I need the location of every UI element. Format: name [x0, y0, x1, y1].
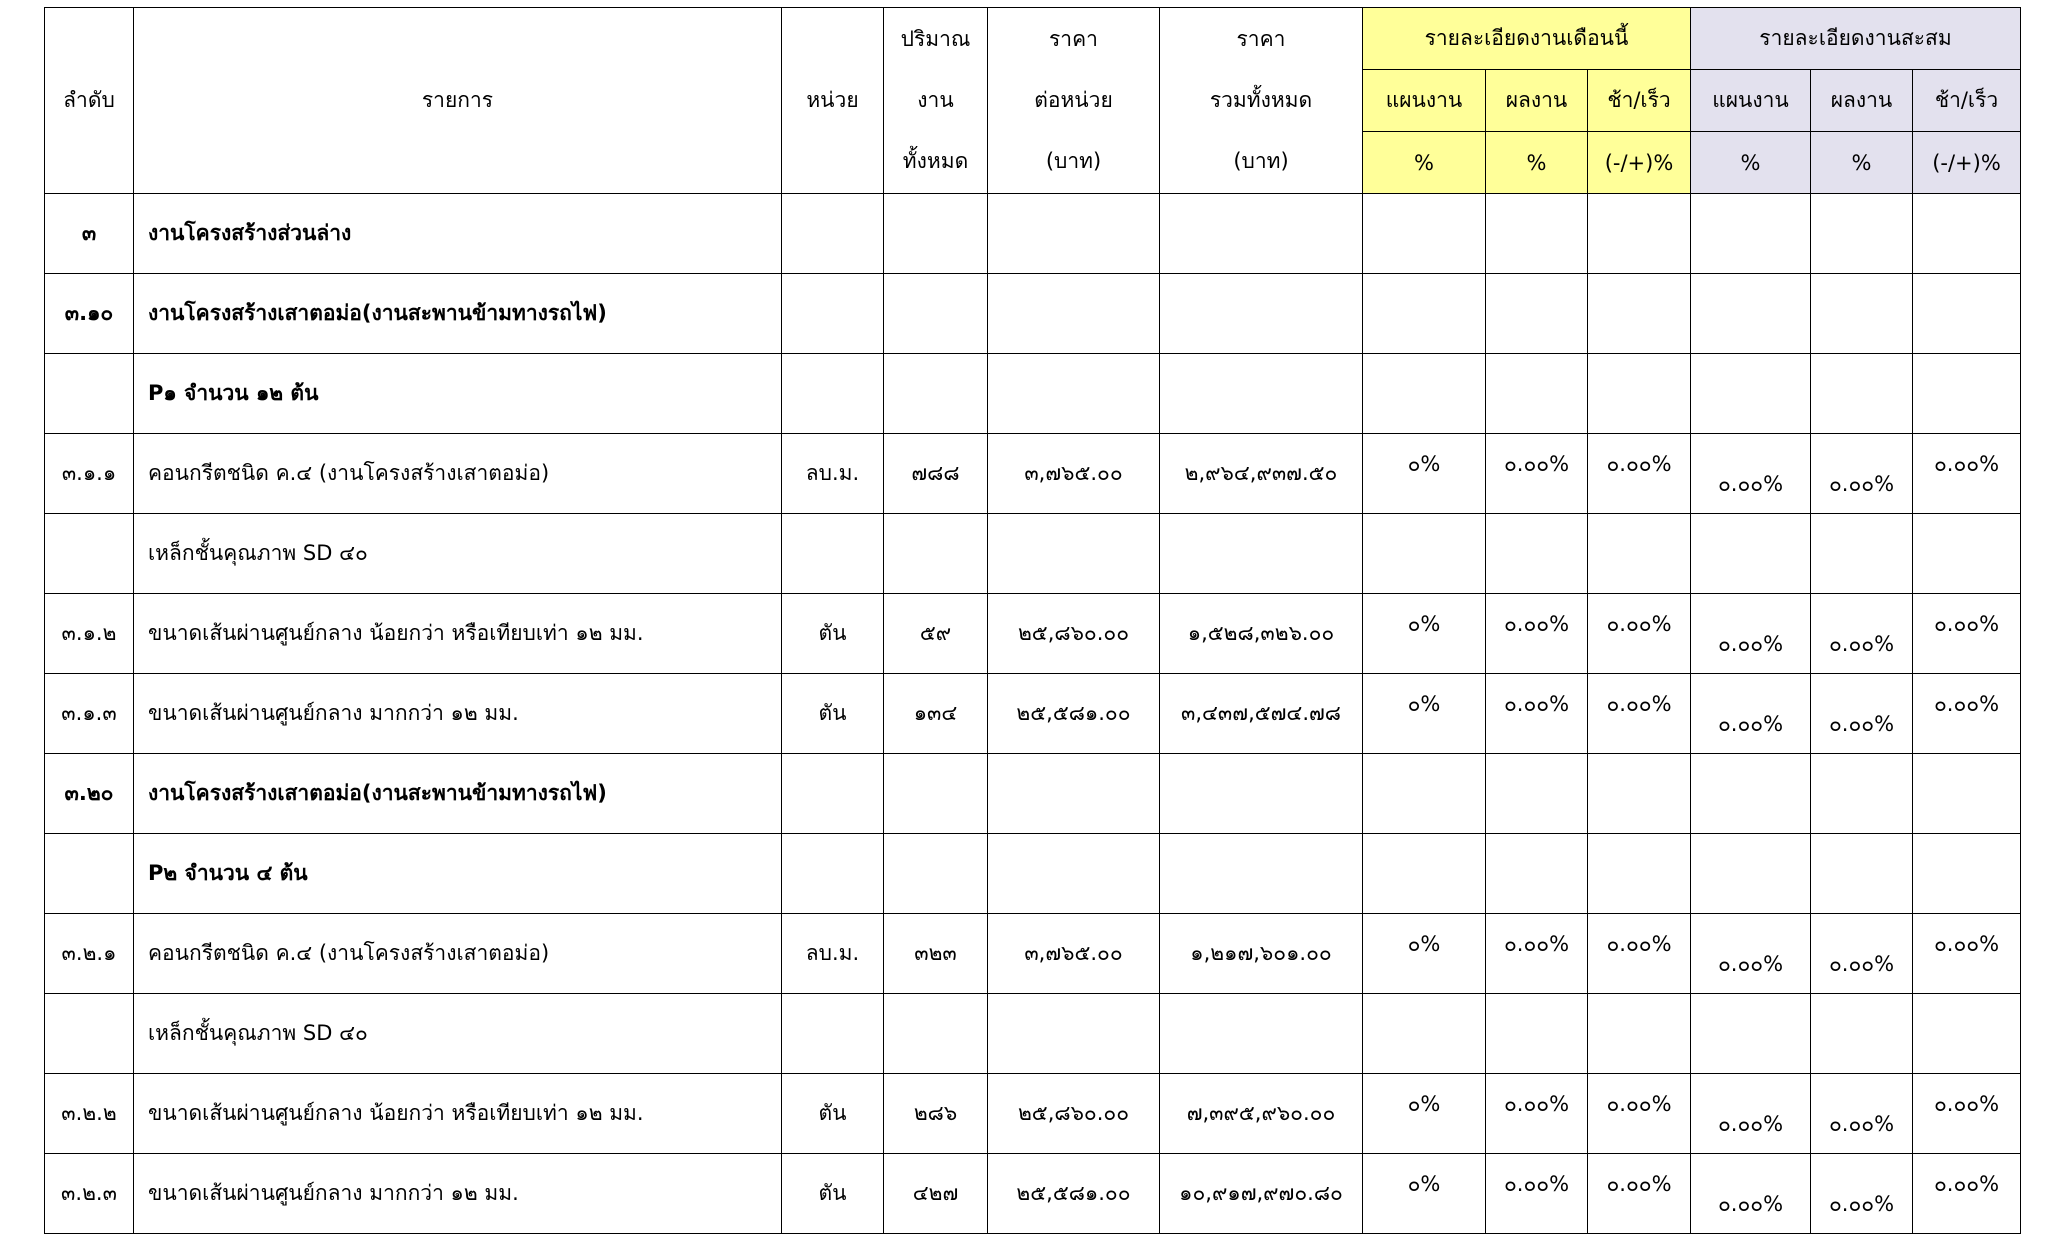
table-row	[45, 1154, 2021, 1234]
row-cum-result: ๐.๐๐%	[1811, 1154, 1913, 1234]
table-row	[45, 674, 2021, 754]
row-month-result	[1486, 274, 1588, 354]
header-quantity: ปริมาณ งาน ทั้งหมด	[884, 8, 988, 194]
row-unit	[782, 834, 884, 914]
progress-table	[44, 7, 2021, 1234]
row-month-result: ๐.๐๐%	[1486, 674, 1588, 754]
table-row	[45, 914, 2021, 994]
row-item: P๒ จำนวน ๔ ต้น	[134, 834, 782, 914]
row-cum-plan	[1691, 994, 1811, 1074]
row-cum-diff: ๐.๐๐%	[1913, 594, 2021, 674]
row-month-plan	[1363, 274, 1486, 354]
row-month-diff	[1588, 994, 1691, 1074]
row-unit	[782, 994, 884, 1074]
table-row	[45, 994, 2021, 1074]
table-row	[45, 274, 2021, 354]
header-cum-diff: ช้า/เร็ว	[1913, 70, 2021, 132]
row-quantity: ๑๓๔	[884, 674, 988, 754]
row-unit	[782, 514, 884, 594]
table-row	[45, 1074, 2021, 1154]
row-item: งานโครงสร้างเสาตอม่อ(งานสะพานข้ามทางรถไฟ)	[134, 754, 782, 834]
row-unit-price: ๒๕,๕๘๑.๐๐	[988, 674, 1160, 754]
row-cum-plan	[1691, 354, 1811, 434]
row-total-price	[1160, 994, 1363, 1074]
row-cum-plan: ๐.๐๐%	[1691, 674, 1811, 754]
row-quantity	[884, 994, 988, 1074]
row-unit: ตัน	[782, 1154, 884, 1234]
header-month-result-unit: %	[1486, 132, 1588, 194]
table-body	[45, 194, 2021, 1234]
row-unit-price	[988, 834, 1160, 914]
row-cum-diff: ๐.๐๐%	[1913, 1074, 2021, 1154]
row-cum-result	[1811, 354, 1913, 434]
row-month-plan: ๐%	[1363, 1154, 1486, 1234]
row-month-plan: ๐%	[1363, 434, 1486, 514]
row-total-price: ๓,๔๓๗,๕๗๔.๗๘	[1160, 674, 1363, 754]
row-cum-plan: ๐.๐๐%	[1691, 434, 1811, 514]
row-month-result: ๐.๐๐%	[1486, 1074, 1588, 1154]
row-unit-price	[988, 274, 1160, 354]
row-total-price	[1160, 354, 1363, 434]
row-cum-result: ๐.๐๐%	[1811, 674, 1913, 754]
row-number: ๓.๒.๑	[45, 914, 134, 994]
row-month-diff	[1588, 274, 1691, 354]
header-cum-diff-unit: (-/+)%	[1913, 132, 2021, 194]
header-month-result: ผลงาน	[1486, 70, 1588, 132]
row-month-diff	[1588, 354, 1691, 434]
row-cum-result: ๐.๐๐%	[1811, 1074, 1913, 1154]
row-unit-price: ๓,๗๖๕.๐๐	[988, 914, 1160, 994]
row-unit: ลบ.ม.	[782, 914, 884, 994]
row-unit-price: ๒๕,๕๘๑.๐๐	[988, 1154, 1160, 1234]
row-cum-plan: ๐.๐๐%	[1691, 1074, 1811, 1154]
header-cum-result-unit: %	[1811, 132, 1913, 194]
row-quantity	[884, 274, 988, 354]
row-item: P๑ จำนวน ๑๒ ต้น	[134, 354, 782, 434]
row-number: ๓.๑.๒	[45, 594, 134, 674]
row-month-plan: ๐%	[1363, 914, 1486, 994]
row-cum-plan: ๐.๐๐%	[1691, 594, 1811, 674]
row-month-diff	[1588, 194, 1691, 274]
row-quantity	[884, 754, 988, 834]
row-month-diff	[1588, 834, 1691, 914]
row-unit	[782, 194, 884, 274]
row-total-price	[1160, 514, 1363, 594]
row-cum-diff	[1913, 994, 2021, 1074]
row-cum-plan: ๐.๐๐%	[1691, 1154, 1811, 1234]
row-unit: ตัน	[782, 594, 884, 674]
row-month-diff	[1588, 514, 1691, 594]
row-item: คอนกรีตชนิด ค.๔ (งานโครงสร้างเสาตอม่อ)	[134, 914, 782, 994]
row-total-price: ๒,๙๖๔,๙๓๗.๕๐	[1160, 434, 1363, 514]
row-month-plan: ๐%	[1363, 674, 1486, 754]
row-item: คอนกรีตชนิด ค.๔ (งานโครงสร้างเสาตอม่อ)	[134, 434, 782, 514]
row-cum-diff	[1913, 194, 2021, 274]
row-month-plan	[1363, 354, 1486, 434]
row-month-plan	[1363, 194, 1486, 274]
row-total-price	[1160, 754, 1363, 834]
row-quantity	[884, 194, 988, 274]
header-cum-result: ผลงาน	[1811, 70, 1913, 132]
row-cum-result	[1811, 834, 1913, 914]
row-quantity	[884, 834, 988, 914]
row-month-result	[1486, 754, 1588, 834]
row-month-plan	[1363, 994, 1486, 1074]
row-quantity: ๗๘๘	[884, 434, 988, 514]
header-unit-price: ราคา ต่อหน่วย (บาท)	[988, 8, 1160, 194]
row-month-result: ๐.๐๐%	[1486, 914, 1588, 994]
header-month-plan-unit: %	[1363, 132, 1486, 194]
row-quantity	[884, 354, 988, 434]
row-cum-diff	[1913, 754, 2021, 834]
row-number: ๓.๑.๓	[45, 674, 134, 754]
row-cum-plan	[1691, 514, 1811, 594]
row-month-result: ๐.๐๐%	[1486, 594, 1588, 674]
row-cum-result	[1811, 754, 1913, 834]
row-quantity: ๔๒๗	[884, 1154, 988, 1234]
header-month-plan: แผนงาน	[1363, 70, 1486, 132]
row-number: ๓	[45, 194, 134, 274]
row-cum-diff	[1913, 274, 2021, 354]
row-number: ๓.๑.๑	[45, 434, 134, 514]
row-cum-diff: ๐.๐๐%	[1913, 674, 2021, 754]
row-total-price	[1160, 274, 1363, 354]
row-month-diff: ๐.๐๐%	[1588, 674, 1691, 754]
row-cum-diff: ๐.๐๐%	[1913, 1154, 2021, 1234]
row-cum-result	[1811, 514, 1913, 594]
row-month-result	[1486, 834, 1588, 914]
row-cum-result: ๐.๐๐%	[1811, 594, 1913, 674]
row-unit: ลบ.ม.	[782, 434, 884, 514]
row-month-result	[1486, 514, 1588, 594]
row-cum-diff: ๐.๐๐%	[1913, 914, 2021, 994]
row-quantity	[884, 514, 988, 594]
row-unit	[782, 354, 884, 434]
header-cum-plan: แผนงาน	[1691, 70, 1811, 132]
row-cum-result	[1811, 274, 1913, 354]
row-unit-price	[988, 514, 1160, 594]
header-cum-plan-unit: %	[1691, 132, 1811, 194]
row-cum-diff: ๐.๐๐%	[1913, 434, 2021, 514]
header-no: ลำดับ	[45, 8, 134, 194]
row-item: งานโครงสร้างเสาตอม่อ(งานสะพานข้ามทางรถไฟ)	[134, 274, 782, 354]
row-number	[45, 834, 134, 914]
row-unit-price: ๒๕,๘๖๐.๐๐	[988, 594, 1160, 674]
table-row	[45, 354, 2021, 434]
row-cum-result: ๐.๐๐%	[1811, 914, 1913, 994]
row-month-diff	[1588, 754, 1691, 834]
row-month-plan	[1363, 834, 1486, 914]
row-unit: ตัน	[782, 674, 884, 754]
row-quantity: ๓๒๓	[884, 914, 988, 994]
row-cum-result	[1811, 994, 1913, 1074]
header-group-month: รายละเอียดงานเดือนนี้	[1363, 8, 1691, 70]
row-month-plan: ๐%	[1363, 1074, 1486, 1154]
table-row	[45, 834, 2021, 914]
row-number	[45, 354, 134, 434]
row-number: ๓.๒.๒	[45, 1074, 134, 1154]
header-total-price: ราคา รวมทั้งหมด (บาท)	[1160, 8, 1363, 194]
row-unit-price	[988, 354, 1160, 434]
row-cum-result	[1811, 194, 1913, 274]
row-month-diff: ๐.๐๐%	[1588, 1074, 1691, 1154]
row-item: เหล็กชั้นคุณภาพ SD ๔๐	[134, 994, 782, 1074]
row-item: งานโครงสร้างส่วนล่าง	[134, 194, 782, 274]
row-month-result: ๐.๐๐%	[1486, 1154, 1588, 1234]
table-row	[45, 434, 2021, 514]
row-item: ขนาดเส้นผ่านศูนย์กลาง น้อยกว่า หรือเทียบเท่า ๑๒ มม.	[134, 1074, 782, 1154]
header-group-cumulative: รายละเอียดงานสะสม	[1691, 8, 2021, 70]
row-number: ๓.๒.๓	[45, 1154, 134, 1234]
row-month-result	[1486, 994, 1588, 1074]
table-row	[45, 514, 2021, 594]
table-row	[45, 594, 2021, 674]
row-quantity: ๒๘๖	[884, 1074, 988, 1154]
row-unit-price	[988, 194, 1160, 274]
row-item: ขนาดเส้นผ่านศูนย์กลาง มากกว่า ๑๒ มม.	[134, 674, 782, 754]
row-unit: ตัน	[782, 1074, 884, 1154]
row-number: ๓.๒๐	[45, 754, 134, 834]
header-month-diff-unit: (-/+)%	[1588, 132, 1691, 194]
row-cum-result: ๐.๐๐%	[1811, 434, 1913, 514]
table-header	[45, 8, 2021, 194]
row-month-result	[1486, 194, 1588, 274]
row-unit-price: ๓,๗๖๕.๐๐	[988, 434, 1160, 514]
row-cum-plan	[1691, 194, 1811, 274]
row-unit-price	[988, 994, 1160, 1074]
row-cum-diff	[1913, 514, 2021, 594]
row-total-price: ๑,๒๑๗,๖๐๑.๐๐	[1160, 914, 1363, 994]
row-month-result	[1486, 354, 1588, 434]
row-cum-plan	[1691, 834, 1811, 914]
row-unit	[782, 754, 884, 834]
header-month-diff: ช้า/เร็ว	[1588, 70, 1691, 132]
row-total-price	[1160, 834, 1363, 914]
row-number: ๓.๑๐	[45, 274, 134, 354]
row-cum-plan	[1691, 274, 1811, 354]
row-total-price: ๗,๓๙๕,๙๖๐.๐๐	[1160, 1074, 1363, 1154]
table-row	[45, 194, 2021, 274]
header-item: รายการ	[134, 8, 782, 194]
row-cum-diff	[1913, 354, 2021, 434]
row-month-plan	[1363, 754, 1486, 834]
row-unit-price: ๒๕,๘๖๐.๐๐	[988, 1074, 1160, 1154]
row-quantity: ๕๙	[884, 594, 988, 674]
table-row	[45, 754, 2021, 834]
row-month-diff: ๐.๐๐%	[1588, 914, 1691, 994]
row-month-result: ๐.๐๐%	[1486, 434, 1588, 514]
row-month-diff: ๐.๐๐%	[1588, 1154, 1691, 1234]
row-total-price: ๑๐,๙๑๗,๙๗๐.๘๐	[1160, 1154, 1363, 1234]
row-month-diff: ๐.๐๐%	[1588, 434, 1691, 514]
header-unit: หน่วย	[782, 8, 884, 194]
row-month-diff: ๐.๐๐%	[1588, 594, 1691, 674]
row-number	[45, 994, 134, 1074]
row-cum-plan: ๐.๐๐%	[1691, 914, 1811, 994]
row-item: ขนาดเส้นผ่านศูนย์กลาง มากกว่า ๑๒ มม.	[134, 1154, 782, 1234]
row-unit	[782, 274, 884, 354]
row-month-plan: ๐%	[1363, 594, 1486, 674]
row-total-price	[1160, 194, 1363, 274]
row-month-plan	[1363, 514, 1486, 594]
row-number	[45, 514, 134, 594]
row-cum-diff	[1913, 834, 2021, 914]
row-item: เหล็กชั้นคุณภาพ SD ๔๐	[134, 514, 782, 594]
row-item: ขนาดเส้นผ่านศูนย์กลาง น้อยกว่า หรือเทียบเท่า ๑๒ มม.	[134, 594, 782, 674]
row-cum-plan	[1691, 754, 1811, 834]
row-unit-price	[988, 754, 1160, 834]
row-total-price: ๑,๕๒๘,๓๒๖.๐๐	[1160, 594, 1363, 674]
